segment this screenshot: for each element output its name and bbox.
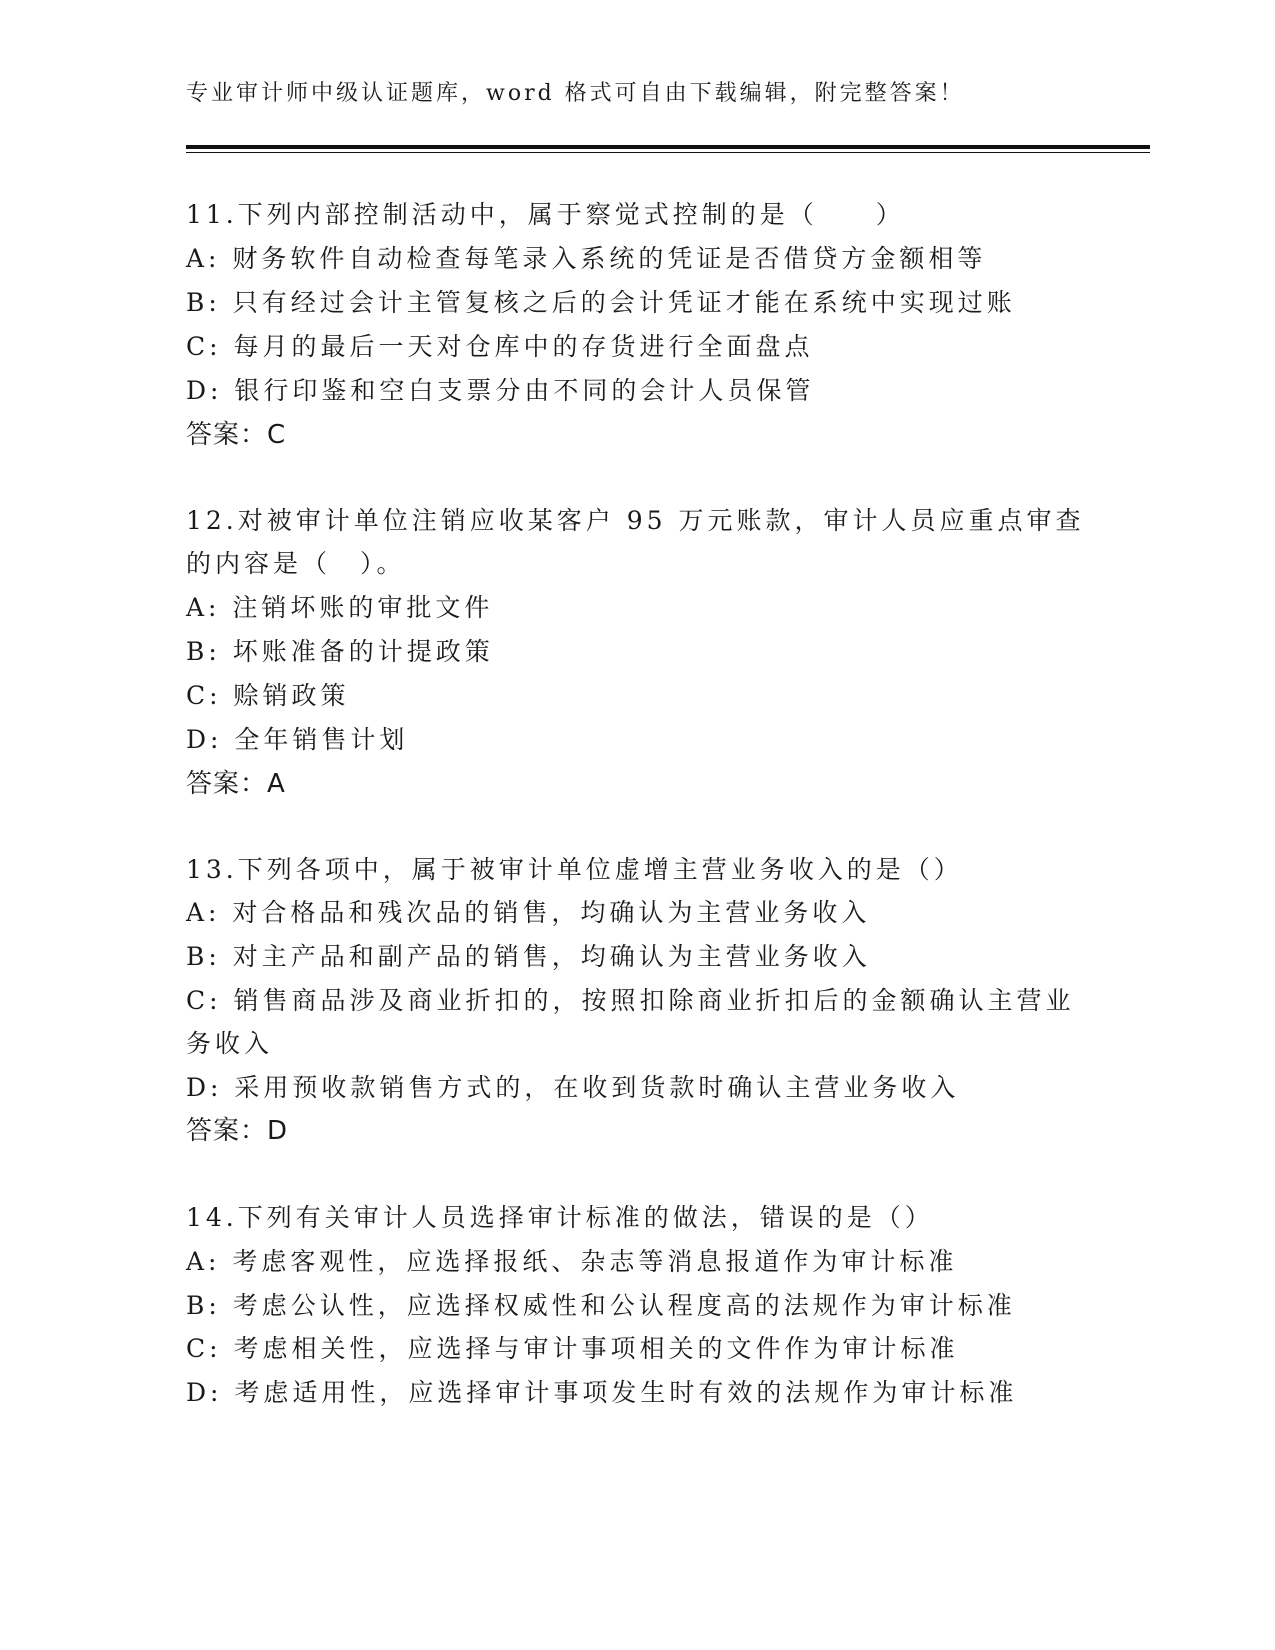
question-13-option-c: C: 销售商品涉及商业折扣的，按照扣除商业折扣后的金额确认主营业 xyxy=(186,986,1075,1015)
question-11-option-d: D: 银行印鉴和空白支票分由不同的会计人员保管 xyxy=(186,376,815,405)
question-14-option-a: A: 考虑客观性，应选择报纸、杂志等消息报道作为审计标准 xyxy=(186,1247,958,1276)
question-12-stem-cont: 的内容是（ ）。 xyxy=(186,549,406,578)
question-14-option-c: C: 考虑相关性，应选择与审计事项相关的文件作为审计标准 xyxy=(186,1334,959,1363)
header-rule xyxy=(186,145,1150,149)
question-12-stem: 12.对被审计单位注销应收某客户 95 万元账款，审计人员应重点审查 xyxy=(186,506,1085,535)
question-12-option-c: C: 赊销政策 xyxy=(186,681,350,710)
question-12-answer: 答案：A xyxy=(186,769,286,799)
question-13-option-b: B: 对主产品和副产品的销售，均确认为主营业务收入 xyxy=(186,942,871,971)
question-11-option-b: B: 只有经过会计主管复核之后的会计凭证才能在系统中实现过账 xyxy=(186,288,1016,317)
question-13-option-d: D: 采用预收款销售方式的，在收到货款时确认主营业务收入 xyxy=(186,1073,960,1102)
question-12-option-a: A: 注销坏账的审批文件 xyxy=(186,593,494,622)
question-14-stem: 14.下列有关审计人员选择审计标准的做法，错误的是（） xyxy=(186,1203,934,1232)
question-14-option-d: D: 考虑适用性，应选择审计事项发生时有效的法规作为审计标准 xyxy=(186,1378,1018,1407)
question-13-stem: 13.下列各项中，属于被审计单位虚增主营业务收入的是（） xyxy=(186,855,963,884)
question-11-option-c: C: 每月的最后一天对仓库中的存货进行全面盘点 xyxy=(186,332,814,361)
question-13-option-a: A: 对合格品和残次品的销售，均确认为主营业务收入 xyxy=(186,898,871,927)
question-12-option-b: B: 坏账准备的计提政策 xyxy=(186,637,494,666)
header-rule-thin xyxy=(186,152,1150,153)
question-13-option-c-cont: 务收入 xyxy=(186,1029,274,1058)
question-11-answer: 答案：C xyxy=(186,420,287,450)
page-header: 专业审计师中级认证题库，word 格式可自由下载编辑，附完整答案！ xyxy=(186,81,965,106)
question-14-option-b: B: 考虑公认性，应选择权威性和公认程度高的法规作为审计标准 xyxy=(186,1291,1016,1320)
question-11-option-a: A: 财务软件自动检查每笔录入系统的凭证是否借贷方金额相等 xyxy=(186,244,987,273)
question-12-option-d: D: 全年销售计划 xyxy=(186,725,409,754)
question-11-stem: 11.下列内部控制活动中，属于察觉式控制的是（ ） xyxy=(186,200,905,229)
question-13-answer: 答案：D xyxy=(186,1116,289,1146)
